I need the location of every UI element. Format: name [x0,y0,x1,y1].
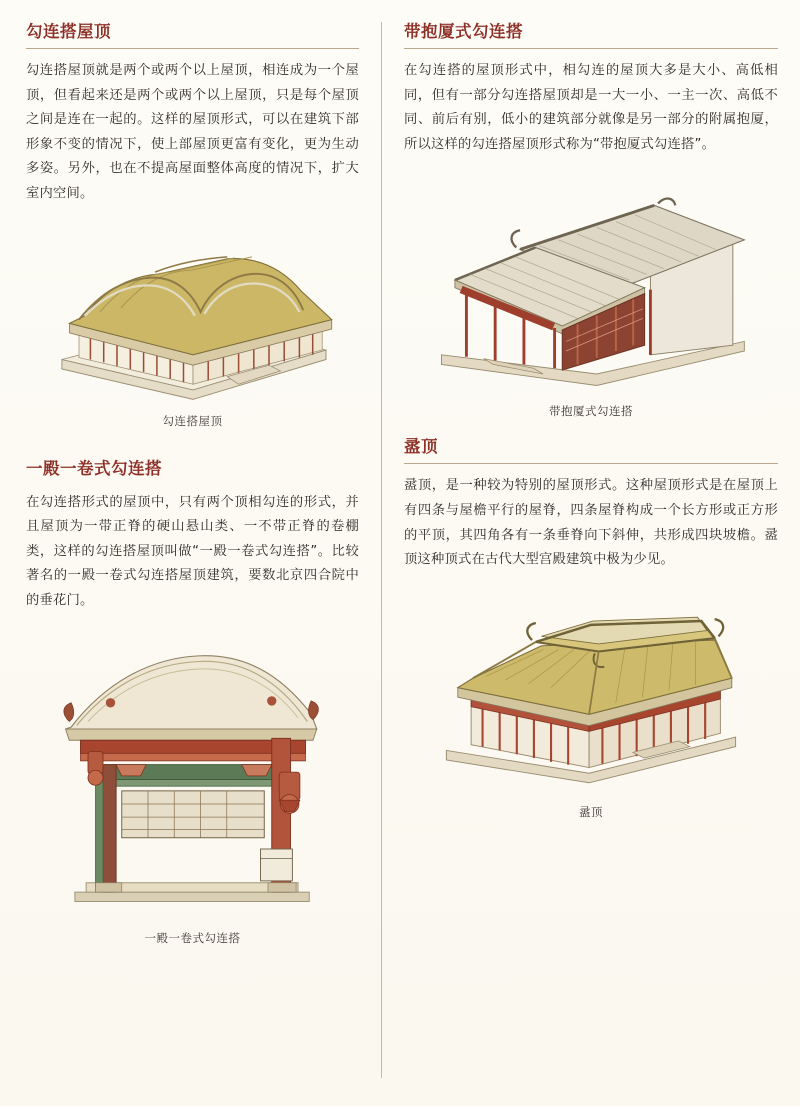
section-paragraph-goulianda-roof: 勾连搭屋顶就是两个或两个以上屋顶，相连成为一个屋顶，但看起来还是两个或两个以上屋顶，只是每个屋顶之间是连在一起的。这样的屋顶形式，可以在建筑下部形象不变的情况下，使上部屋顶更富有变化，更为生动多姿。另外，也在不提高屋面整体高度的情况下，扩大室内空间。 [26,63,359,201]
yidian-yijuan-illustration [33,624,353,924]
baosha-goulianda-illustration [421,167,761,397]
figure-yidian-yijuan [26,624,359,946]
section-baosha-goulianda [404,18,778,419]
right-column [382,18,778,1088]
figure-goulianda-roof [26,217,359,429]
figure-caption-baosha-goulianda: 带抱厦式勾连搭 [549,404,633,419]
figure-caption-luding: 盝顶 [579,804,603,819]
luding-illustration [421,583,761,798]
section-heading-yidian-yijuan: 一殿一卷式勾连搭 [26,458,162,478]
section-goulianda-roof [26,18,359,429]
section-yidian-yijuan [26,455,359,946]
figure-caption-goulianda-roof: 勾连搭屋顶 [162,413,223,428]
figure-caption-yidian-yijuan: 一殿一卷式勾连搭 [144,930,241,945]
section-heading-baosha-goulianda: 带抱厦式勾连搭 [404,18,778,49]
figure-luding [404,583,778,820]
section-luding [404,433,778,819]
section-paragraph-baosha-goulianda: 在勾连搭的屋顶形式中，相勾连的屋顶大多是大小、高低相同，但有一部分勾连搭屋顶却是一大一小、一主一次、高低不同、前后有别，低小的建筑部分就像是另一部分的附属抱厦，所以这样的勾连搭屋顶形式称为“带抱厦式勾连搭”。 [404,63,778,152]
section-heading-luding: 盝顶 [404,433,778,464]
section-paragraph-luding: 盝顶，是一种较为特别的屋顶形式。这种屋顶形式是在屋顶上有四条与屋檐平行的屋脊，四条屋脊构成一个长方形或正方形的平顶，其四角各有一条垂脊向下斜伸，共形成四块坡檐。盝顶这种顶式在古代大型宫殿建筑中极为少见。 [404,478,778,568]
section-paragraph-yidian-yijuan: 在勾连搭形式的屋顶中，只有两个顶相勾连的形式，并且屋顶为一带正脊的硬山悬山类、一不带正脊的卷棚类，这样的勾连搭屋顶叫做“一殿一卷式勾连搭”。比较著名的一殿一卷式勾连搭屋顶建筑，要数北京四合院中的垂花门。 [26,494,359,608]
left-column [26,18,381,1088]
goulianda-roof-illustration [33,217,353,407]
section-heading-goulianda-roof: 勾连搭屋顶 [26,18,359,49]
figure-baosha-goulianda [404,167,778,419]
